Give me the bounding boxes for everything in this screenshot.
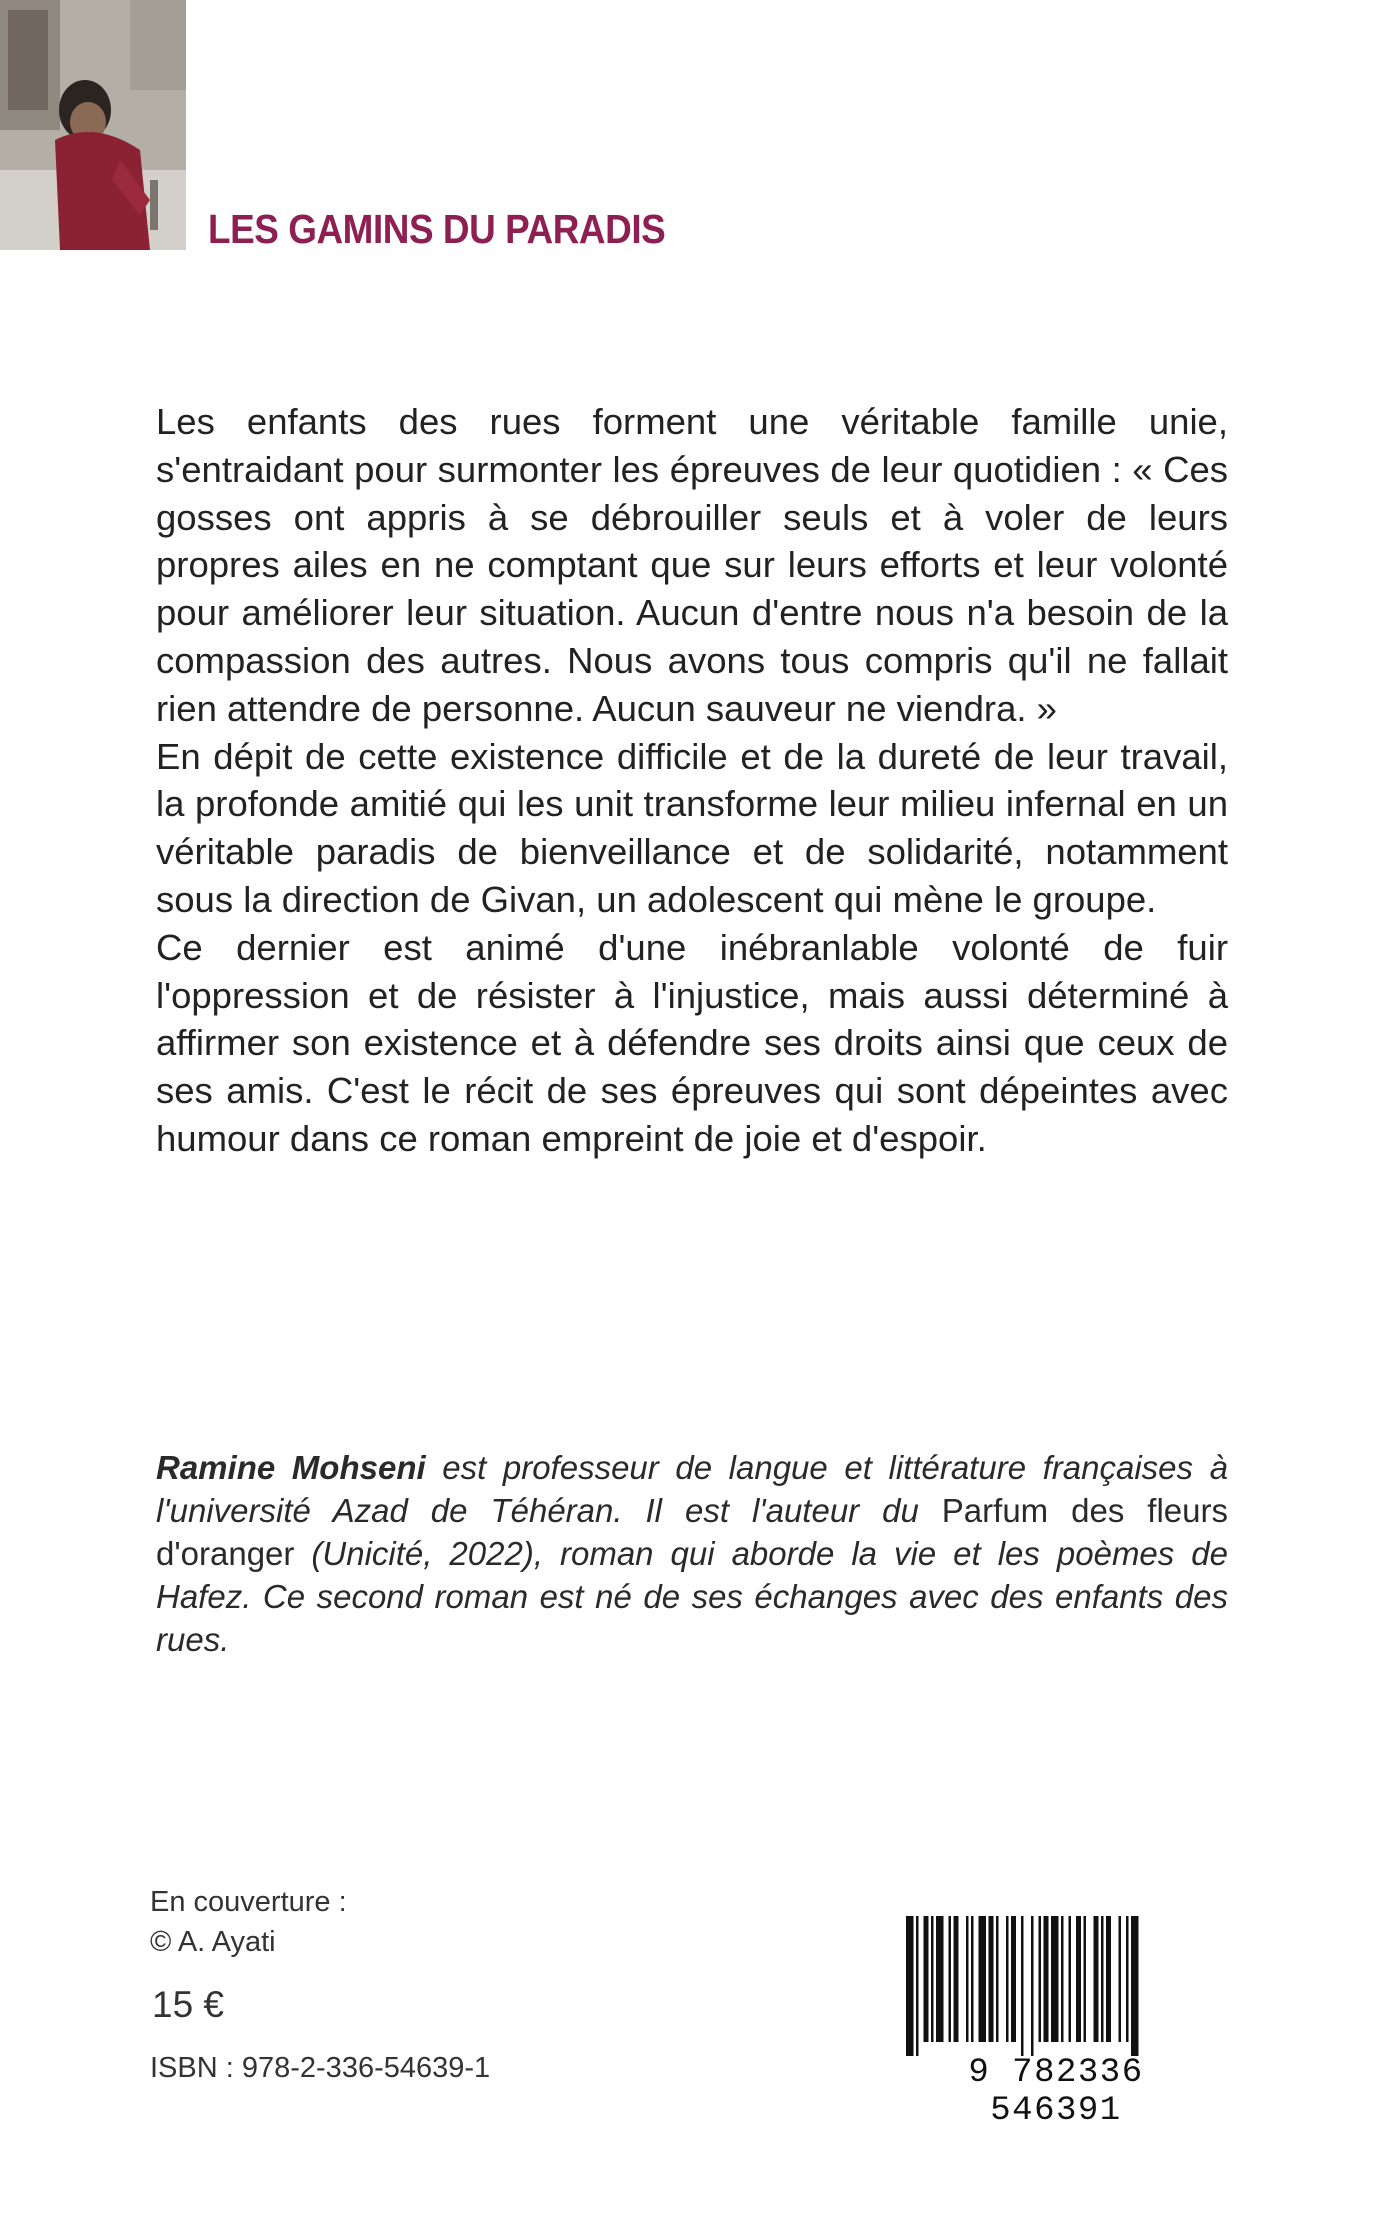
barcode-bar xyxy=(916,1916,919,2056)
blurb-paragraph: Ce dernier est animé d'une inébranlable volonté de fuir l'oppression et de résister à l'injustice, mais aussi déterminé à affirmer son existence et à défendre ses droits ainsi que ceux de ses amis. C'est le récit de ses épreuves qui sont dépeintes avec humour dans ce roman empreint de joie et d'espoir. xyxy=(156,926,1228,1159)
barcode-bar xyxy=(966,1916,969,2042)
barcode-bar xyxy=(1084,1916,1087,2042)
blurb xyxy=(156,398,1228,1163)
barcode-bar xyxy=(931,1916,934,2042)
barcode-bar xyxy=(1076,1916,1081,2042)
previous-book-title: Parfum des fleurs d'oranger xyxy=(156,1492,1228,1572)
barcode-bar xyxy=(1021,1916,1024,2056)
barcode-bar xyxy=(924,1916,929,2042)
cover-credit-label: En couverture : xyxy=(150,1886,347,1918)
barcode-bar xyxy=(1101,1916,1104,2042)
author-bio-text: (Unicité, 2022), roman qui aborde la vie et les poèmes de Hafez. Ce second roman est né de ses échanges avec des enfants des rues. xyxy=(156,1535,1228,1658)
barcode-bar xyxy=(1119,1916,1122,2042)
barcode-bar xyxy=(954,1916,959,2042)
barcode-bar xyxy=(949,1916,952,2042)
barcode-bar xyxy=(1051,1916,1059,2042)
barcode-bar xyxy=(1006,1916,1009,2042)
isbn: ISBN : 978-2-336-54639-1 xyxy=(150,2052,491,2084)
barcode-bar xyxy=(1044,1916,1049,2042)
author-name: Ramine Mohseni xyxy=(156,1449,426,1486)
book-title: LES GAMINS DU PARADIS xyxy=(208,206,666,252)
barcode-bar xyxy=(1126,1916,1129,2042)
cover-photo-thumbnail xyxy=(0,0,186,250)
barcode-bar xyxy=(989,1916,994,2042)
blurb-paragraph: En dépit de cette existence difficile et de la dureté de leur travail, la profonde amitié qui les unit transforme leur milieu infernal en un véritable paradis de bienveillance et de solidarité, notamment sous la direction de Givan, un adolescent qui mène le groupe. xyxy=(156,735,1228,920)
author-bio xyxy=(156,1446,1228,1661)
barcode-bar xyxy=(979,1916,987,2042)
barcode-bar xyxy=(1106,1916,1111,2042)
barcode-bar xyxy=(1031,1916,1034,2056)
barcode-bar xyxy=(1131,1916,1139,2056)
barcode xyxy=(898,1916,1214,2130)
barcode-bar xyxy=(1011,1916,1016,2042)
blurb-paragraph: Les enfants des rues forment une véritable famille unie, s'entraidant pour surmonter les épreuves de leur quotidien : « Ces gosses ont appris à se débrouiller seuls et à voler de leurs propres ailes en ne comptant que sur leurs efforts et leur volonté pour améliorer leur situation. Aucun d'entre nous n'a besoin de la compassion des autres. Nous avons tous compris qu'il ne fallait rien attendre de personne. Aucun sauveur ne viendra. » xyxy=(156,401,1228,729)
barcode-bar xyxy=(1069,1916,1072,2042)
barcode-bar xyxy=(1094,1916,1099,2042)
cover-credit-photographer: © A. Ayati xyxy=(150,1926,276,1958)
barcode-bar xyxy=(996,1916,999,2042)
cover-credit xyxy=(150,1882,347,1962)
barcode-bar xyxy=(971,1916,974,2042)
price: 15 € xyxy=(152,1984,225,2025)
barcode-digits: 9 782336 546391 xyxy=(968,2054,1144,2130)
barcode-bar xyxy=(936,1916,944,2042)
barcode-bars xyxy=(898,1916,1214,2056)
barcode-bar xyxy=(1061,1916,1064,2042)
barcode-bar xyxy=(1039,1916,1042,2042)
barcode-bar xyxy=(906,1916,914,2056)
author-bio-text: est professeur de langue et littérature françaises à l'université Azad de Téhéran. Il est l'auteur du xyxy=(156,1449,1228,1529)
